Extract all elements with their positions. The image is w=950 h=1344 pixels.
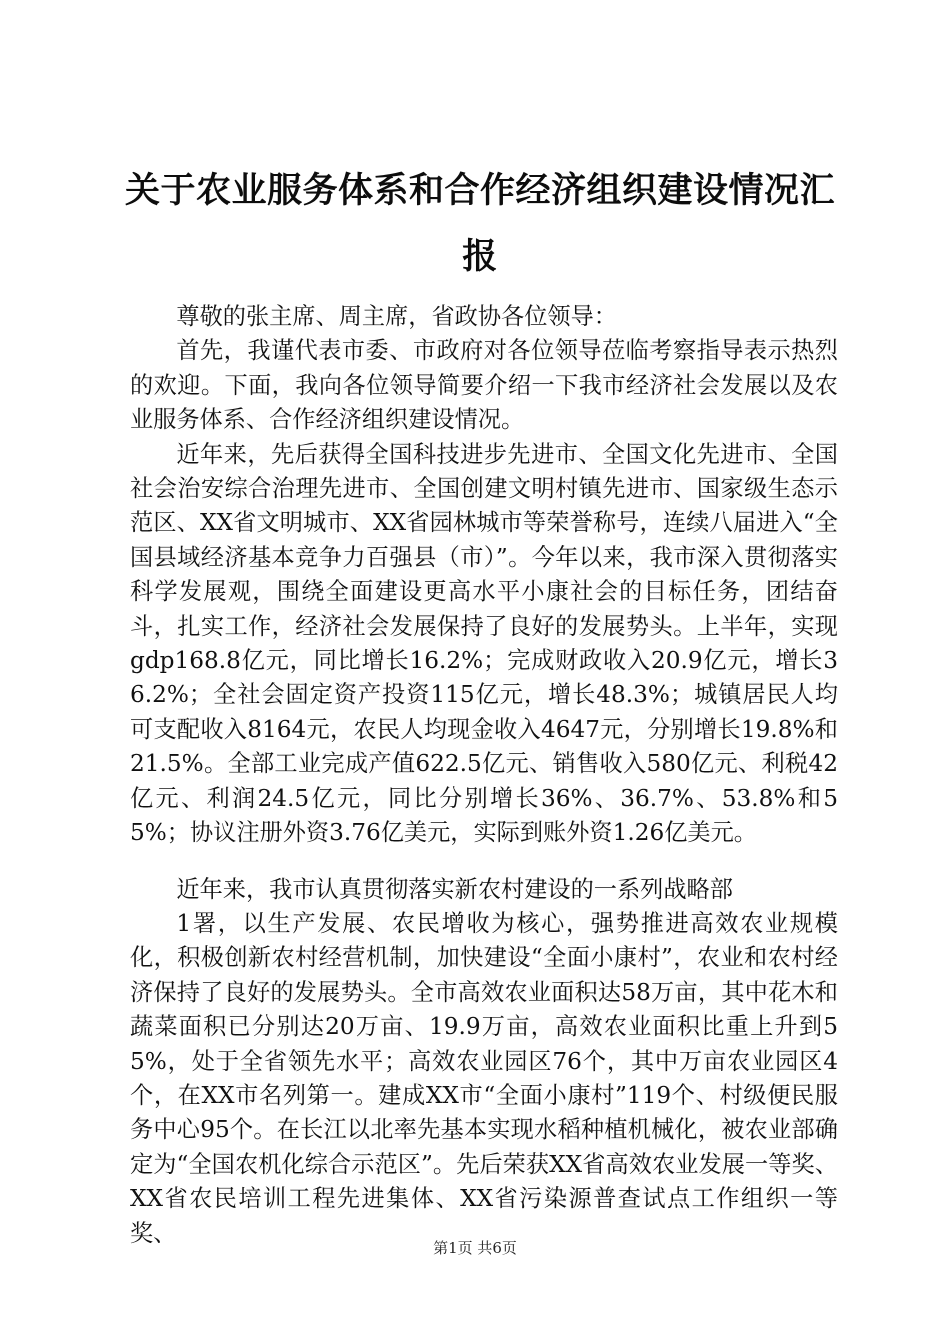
page-footer: 第1页 共6页 bbox=[433, 1239, 517, 1257]
document-body bbox=[130, 300, 838, 1251]
paragraph-achievements: 近年来，先后获得全国科技进步先进市、全国文化先进市、全国社会治安综合治理先进市、全国创建文明村镇先进市、国家级生态示范区、XX省文明城市、XX省园林城市等荣誉称号，连续八届进入“全国县域经济基本竞争力百强县（市）”。今年以来，我市深入贯彻落实科学发展观，围绕全面建设更高水平小康社会的目标任务，团结奋斗，扎实工作，经济社会发展保持了良好的发展势头。上半年，实现gdp168.8亿元，同比增长16.2%；完成财政收入20.9亿元，增长36.2%；全社会固定资产投资115亿元，增长48.3%；城镇居民人均可支配收入8164元，农民人均现金收入4647元，分别增长19.8%和21.5%。全部工业完成产值622.5亿元、销售收入580亿元、利税42亿元、利润24.5亿元，同比分别增长36%、36.7%、53.8%和55%；协议注册外资3.76亿美元，实际到账外资1.26亿美元。 bbox=[130, 440, 838, 847]
paragraph-rural-details: 1署，以生产发展、农民增收为核心，强势推进高效农业规模化，积极创新农村经营机制，加快建设“全面小康村”，农业和农村经济保持了良好的发展势头。全市高效农业面积达58万亩，其中花木和蔬菜面积已分别达20万亩、19.9万亩，高效农业面积比重上升到55%，处于全省领先水平；高效农业园区76个，其中万亩农业园区4个，在XX市名列第一。建成XX市“全面小康村”119个、村级便民服务中心95个。在长江以北率先基本实现水稻种植机械化，被农业部确定为“全国农机化综合示范区”。先后荣获XX省高效农业发展一等奖、XX省农民培训工程先进集体、XX省污染源普查试点工作组织一等奖、 bbox=[130, 909, 838, 1247]
document-title: 关于农业服务体系和合作经济组织建设情况汇报 bbox=[124, 171, 835, 277]
paragraph-opening: 首先，我谨代表市委、市政府对各位领导莅临考察指导表示热烈的欢迎。下面，我向各位领导简要介绍一下我市经济社会发展以及农业服务体系、合作经济组织建设情况。 bbox=[130, 337, 838, 434]
paragraph-salutation: 尊敬的张主席、周主席，省政协各位领导： bbox=[176, 303, 617, 330]
paragraph-rural-intro: 近年来，我市认真贯彻落实新农村建设的一系列战略部 bbox=[176, 875, 733, 903]
